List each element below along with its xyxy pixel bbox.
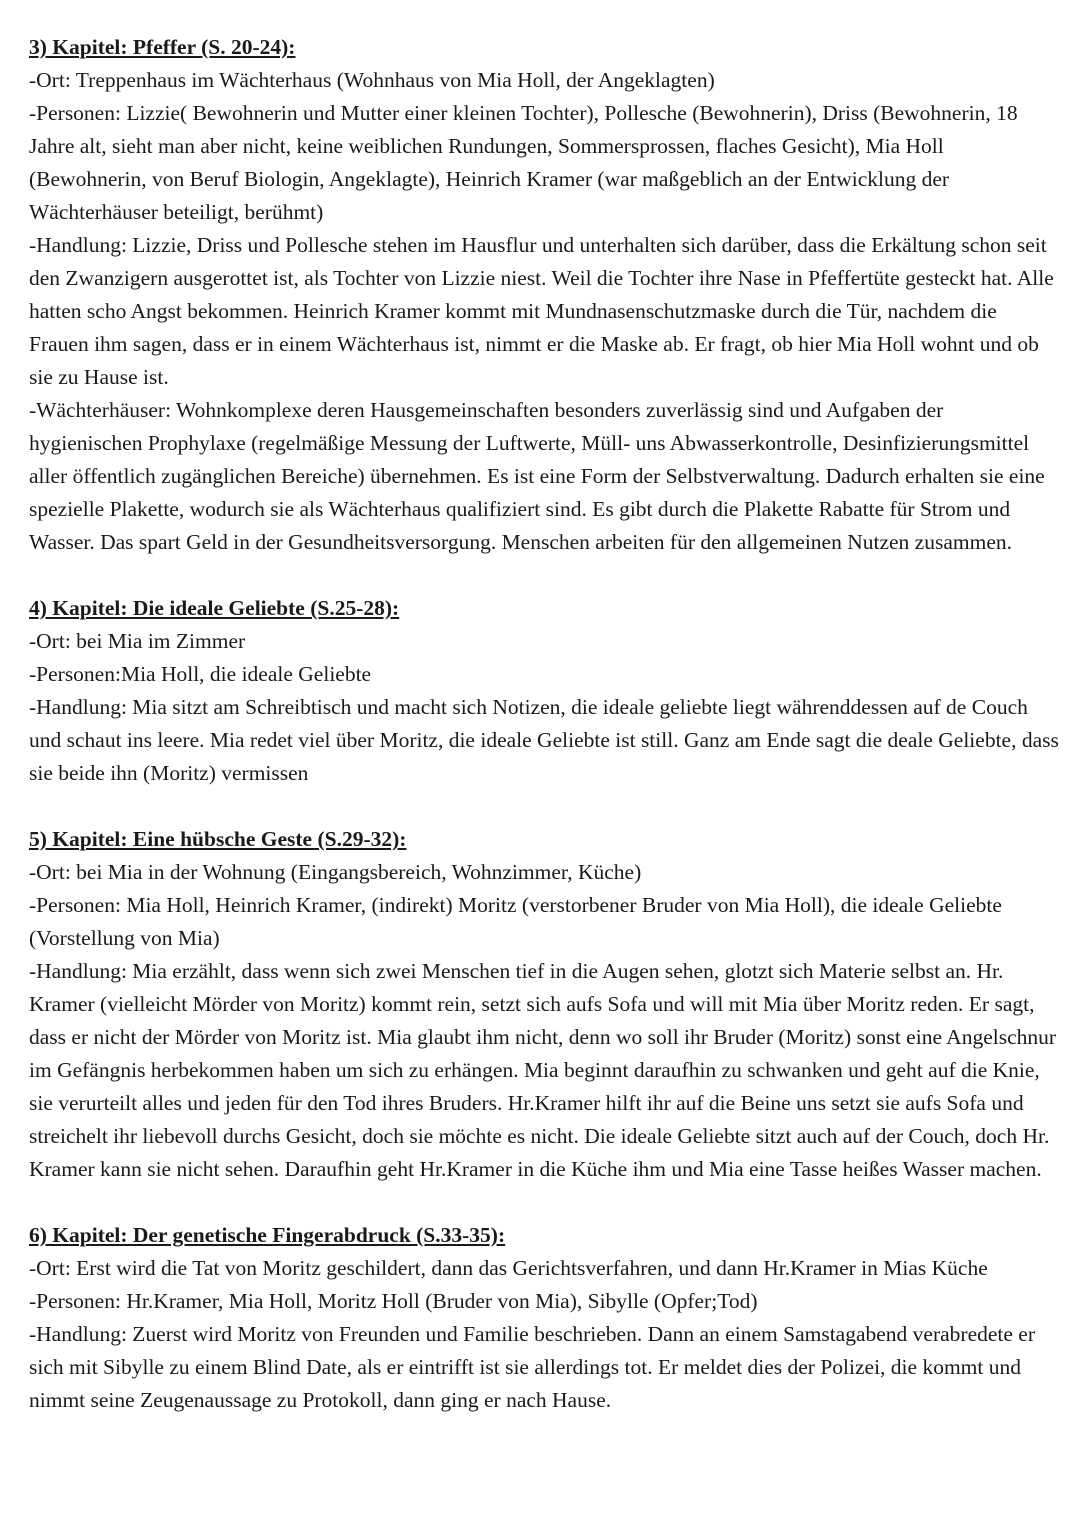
section-chapter-6: [29, 1219, 1059, 1417]
section-line: -Ort: Treppenhaus im Wächterhaus (Wohnhaus von Mia Holl, der Angeklagten): [29, 68, 715, 92]
section-chapter-3: [29, 31, 1059, 559]
section-heading: 3) Kapitel: Pfeffer (S. 20-24):: [29, 35, 296, 59]
section-line: -Handlung: Mia erzählt, dass wenn sich zwei Menschen tief in die Augen sehen, glotzt sich Materie selbst an. Hr. Kramer (vielleicht Mörder von Moritz) kommt rein, setzt sich aufs Sofa und will mit Mia über Moritz reden. Er sagt, dass er nicht der Mörder von Moritz ist. Mia glaubt ihm nicht, denn wo soll ihr Bruder (Moritz) sonst eine Angelschnur im Gefängnis herbekommen haben um sich zu erhängen. Mia beginnt daraufhin zu schwanken und geht auf die Knie, sie verurteilt alles und jeden für den Tod ihres Bruders. Hr.Kramer hilft ihr auf die Beine uns setzt sie aufs Sofa und streichelt ihr liebevoll durchs Gesicht, doch sie möchte es nicht. Die ideale Geliebte sitzt auch auf der Couch, doch Hr. Kramer kann sie nicht sehen. Daraufhin geht Hr.Kramer in die Küche ihm und Mia eine Tasse heißes Wasser machen.: [29, 959, 1057, 1181]
section-line: -Handlung: Mia sitzt am Schreibtisch und macht sich Notizen, die ideale geliebte liegt währenddessen auf de Couch und schaut ins leere. Mia redet viel über Moritz, die ideale Geliebte ist still. Ganz am Ende sagt die deale Geliebte, dass sie beide ihn (Moritz) vermissen: [29, 695, 1059, 785]
section-line: -Handlung: Lizzie, Driss und Pollesche stehen im Hausflur und unterhalten sich darüber, dass die Erkältung schon seit den Zwanzigern ausgerottet ist, als Tochter von Lizzie niest. Weil die Tochter ihre Nase in Pfeffertüte gesteckt hat. Alle hatten scho Angst bekommen. Heinrich Kramer kommt mit Mundnasenschutzmaske durch die Tür, nachdem die Frauen ihm sagen, dass er in einem Wächterhaus ist, nimmt er die Maske ab. Er fragt, ob hier Mia Holl wohnt und ob sie zu Hause ist.: [29, 233, 1054, 389]
section-line: -Ort: bei Mia in der Wohnung (Eingangsbereich, Wohnzimmer, Küche): [29, 860, 642, 884]
section-line: -Personen: Lizzie( Bewohnerin und Mutter einer kleinen Tochter), Pollesche (Bewohnerin), Driss (Bewohnerin, 18 Jahre alt, sieht man aber nicht, keine weiblichen Rundungen, Sommersprossen, flaches Gesicht), Mia Holl (Bewohnerin, von Beruf Biologin, Angeklagte), Heinrich Kramer (war maßgeblich an der Entwicklung der Wächterhäuser beteiligt, berühmt): [29, 101, 1018, 224]
section-line: -Handlung: Zuerst wird Moritz von Freunden und Familie beschrieben. Dann an einem Samstagabend verabredete er sich mit Sibylle zu einem Blind Date, als er eintrifft ist sie allerdings tot. Er meldet dies der Polizei, die kommt und nimmt seine Zeugenaussage zu Protokoll, dann ging er nach Hause.: [29, 1322, 1036, 1412]
document-page: [29, 31, 1059, 1417]
section-line: -Ort: bei Mia im Zimmer: [29, 629, 246, 653]
section-line: -Ort: Erst wird die Tat von Moritz geschildert, dann das Gerichtsverfahren, und dann Hr.Kramer in Mias Küche: [29, 1256, 988, 1280]
section-heading: 6) Kapitel: Der genetische Fingerabdruck (S.33-35):: [29, 1223, 506, 1247]
section-chapter-4: [29, 592, 1059, 790]
section-line: -Personen: Mia Holl, Heinrich Kramer, (indirekt) Moritz (verstorbener Bruder von Mia Holl), die ideale Geliebte (Vorstellung von Mia): [29, 893, 1002, 950]
section-line: -Personen: Hr.Kramer, Mia Holl, Moritz Holl (Bruder von Mia), Sibylle (Opfer;Tod): [29, 1289, 758, 1313]
section-heading: 5) Kapitel: Eine hübsche Geste (S.29-32):: [29, 827, 407, 851]
section-chapter-5: [29, 823, 1059, 1186]
section-heading: 4) Kapitel: Die ideale Geliebte (S.25-28):: [29, 596, 400, 620]
section-line: -Wächterhäuser: Wohnkomplexe deren Hausgemeinschaften besonders zuverlässig sind und Aufgaben der hygienischen Prophylaxe (regelmäßige Messung der Luftwerte, Müll- uns Abwasserkontrolle, Desinfizierungsmittel aller öffentlich zugänglichen Bereiche) übernehmen. Es ist eine Form der Selbstverwaltung. Dadurch erhalten sie eine spezielle Plakette, wodurch sie als Wächterhaus qualifiziert sind. Es gibt durch die Plakette Rabatte für Strom und Wasser. Das spart Geld in der Gesundheitsversorgung. Menschen arbeiten für den allgemeinen Nutzen zusammen.: [29, 398, 1045, 554]
section-line: -Personen:Mia Holl, die ideale Geliebte: [29, 662, 372, 686]
